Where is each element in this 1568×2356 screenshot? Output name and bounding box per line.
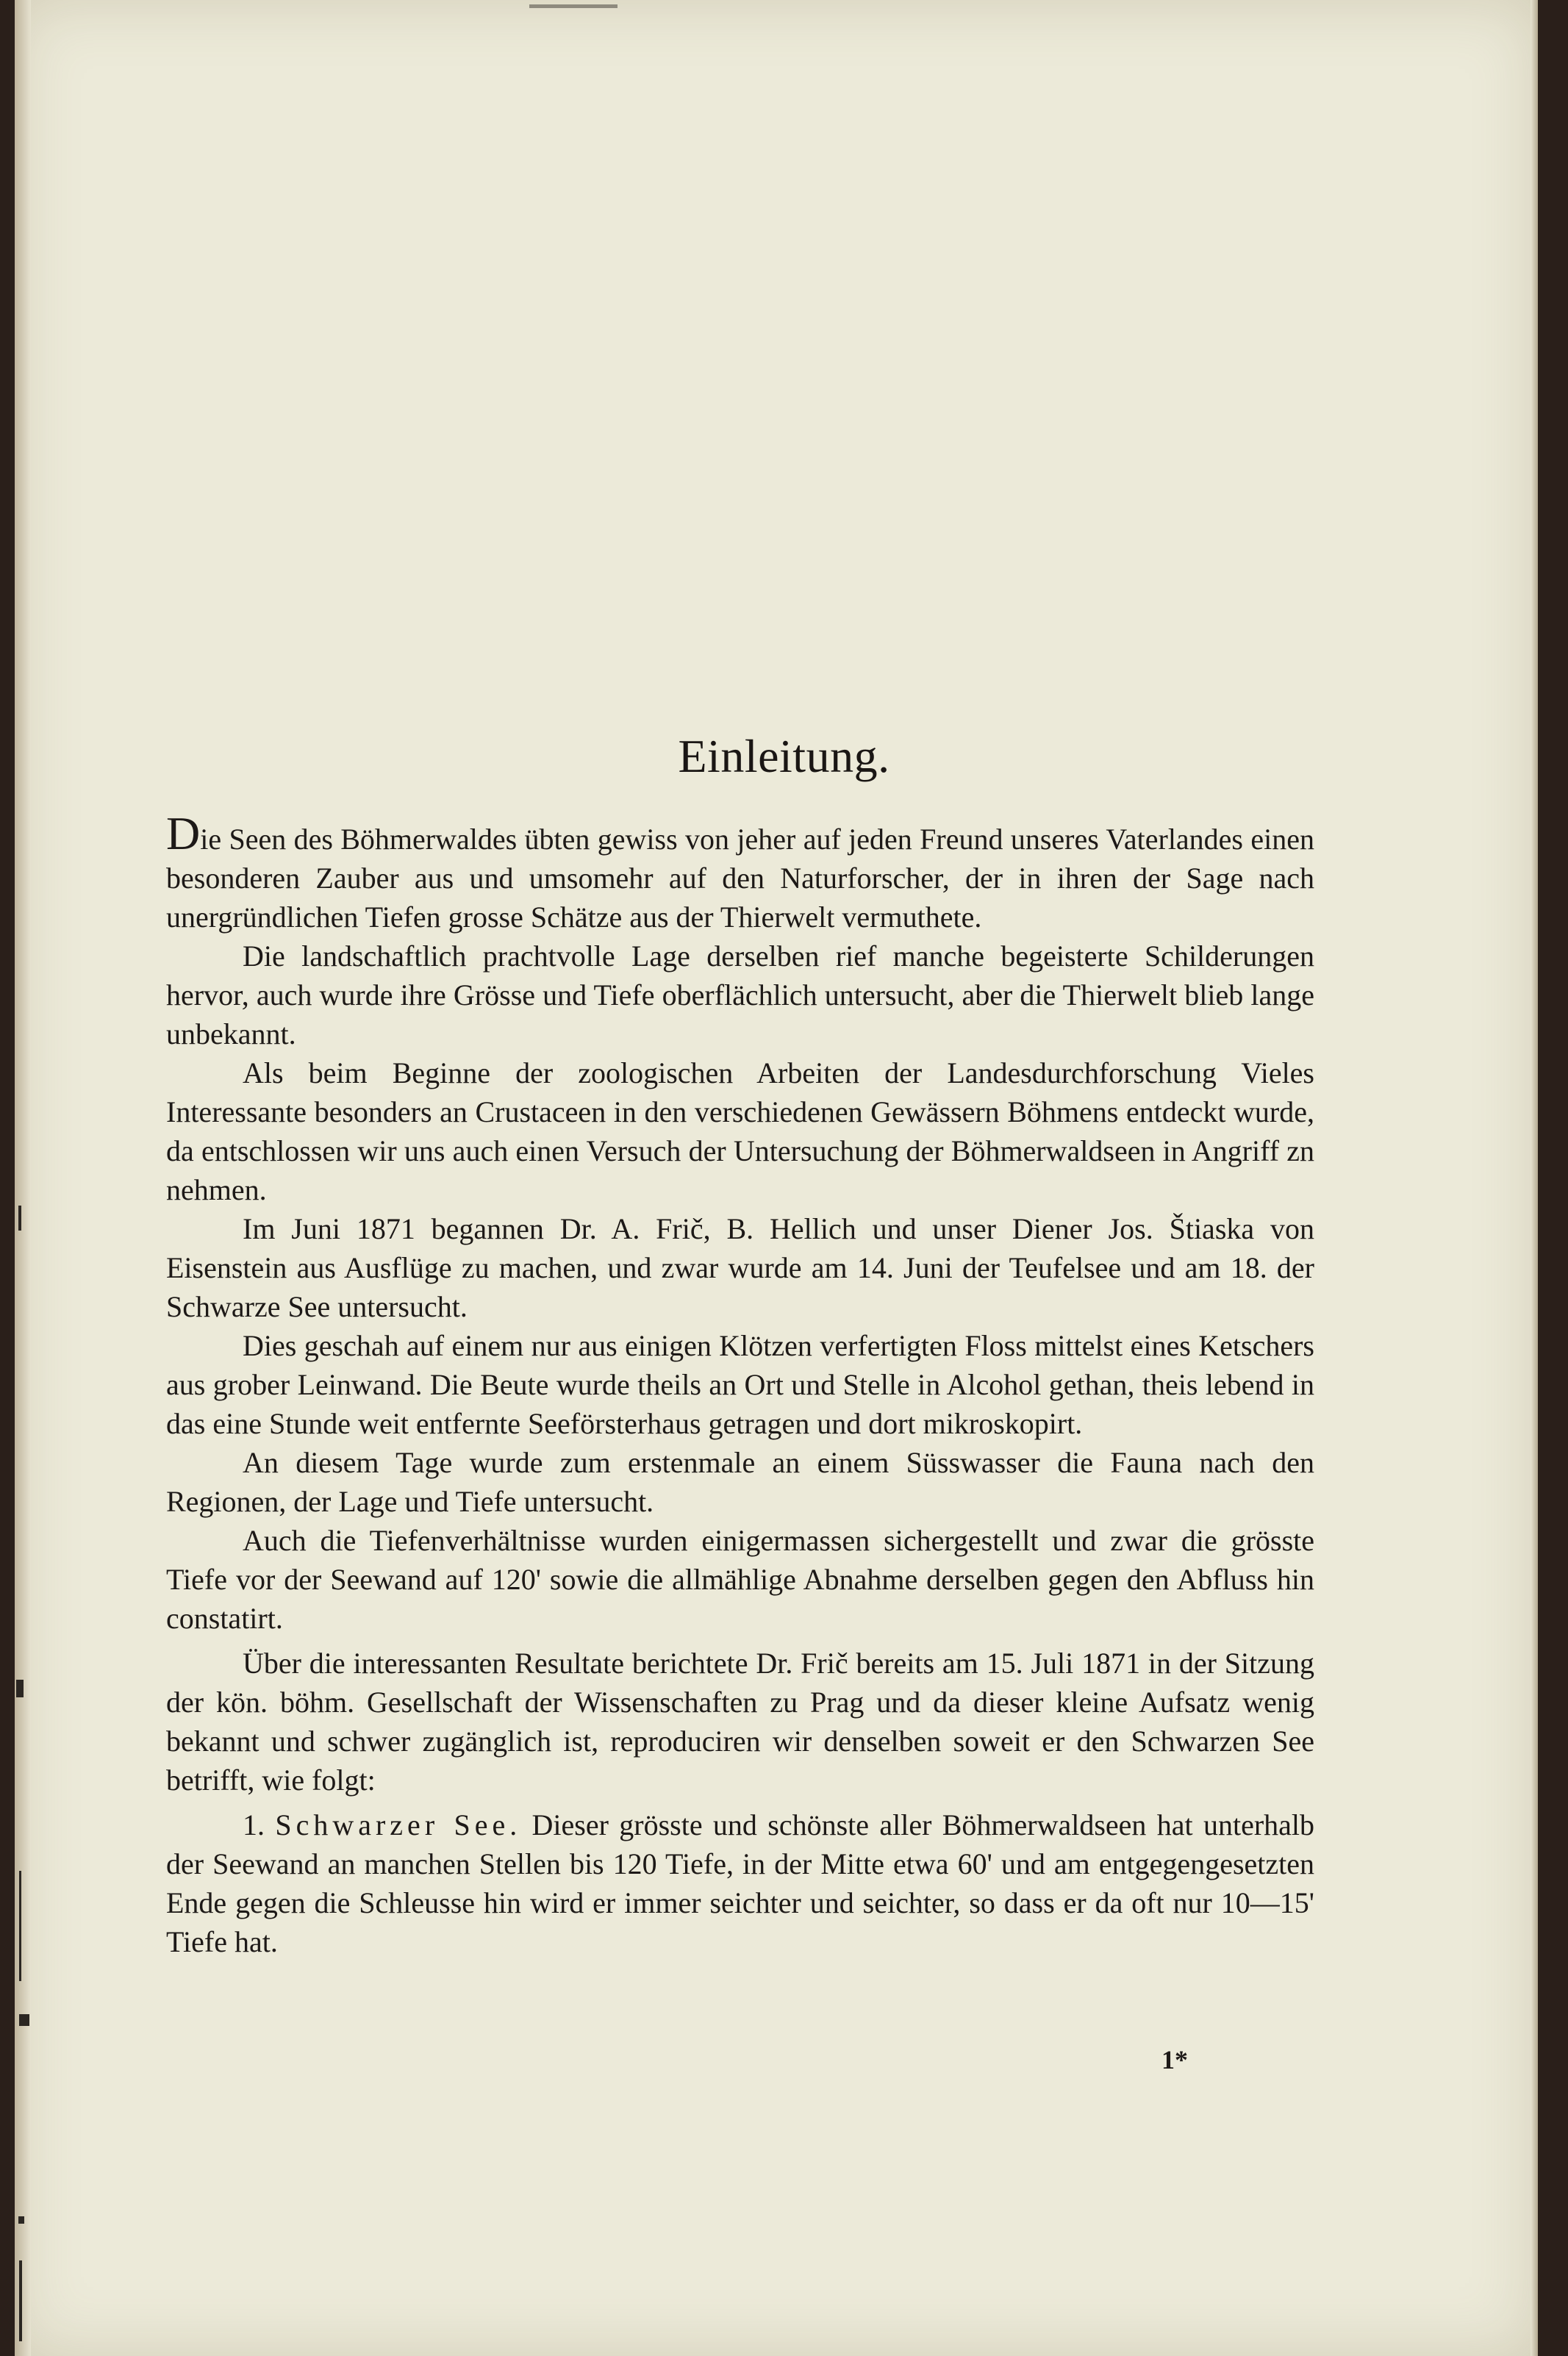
paragraph-6: An diesem Tage wurde zum erstenmale an einem Süsswasser die Fauna nach den Regionen, der Lage und Tiefe untersucht. [166, 1446, 1314, 1518]
paragraph-1 [166, 807, 1314, 937]
paragraph-5: Dies geschah auf einem nur aus einigen Klötzen verfertigten Floss mittelst eines Ketschers aus grober Leinwand. Die Beute wurde theils an Ort und Stelle in Alcohol gethan, theis lebend in das eine Stunde weit entfernte Seeförsterhaus getragen und dort mikroskopirt. [166, 1329, 1314, 1440]
margin-mark [19, 1871, 21, 1981]
left-margin-marks [6, 0, 35, 2356]
paragraph-4: Im Juni 1871 begannen Dr. A. Frič, B. Hellich und unser Diener Jos. Štiaska von Eisenstein aus Ausflüge zu machen, und zwar wurde am 14. Juni der Teufelsee und am 18. der Schwarze See untersucht. [166, 1212, 1314, 1323]
paragraph-3: Als beim Beginne der zoologischen Arbeiten der Landesdurchforschung Vieles Interessante besonders an Crustaceen in den verschiedenen Gewässern Böhmens entdeckt wurde, da entschlossen wir uns auch einen Versuch der Untersuchung der Böhmerwaldseen in Angriff zn nehmen. [166, 1056, 1314, 1206]
margin-mark [19, 2260, 22, 2341]
document-body [166, 807, 1315, 1961]
paragraph-9 [166, 1805, 1314, 1961]
paragraph-7: Auch die Tiefenverhältnisse wurden einigermassen sichergestellt und zwar die grösste Tiefe vor der Seewand auf 120' sowie die allmählige Abnahme derselben gegen den Abfluss hin constatirt. [166, 1524, 1314, 1635]
drop-cap: D [166, 807, 201, 859]
section-title-schwarzer-see: Schwarzer See. [275, 1808, 522, 1841]
margin-mark [18, 2216, 24, 2224]
margin-mark [19, 2014, 29, 2026]
paragraph-1-text: ie Seen des Böhmerwaldes übten gewiss von jeher auf jeden Freund unseres Vaterlandes einen besonderen Zauber aus und umsomehr auf den Naturforscher, der in ihren der Sage nach unergründlichen Tiefen grosse Schätze aus der Thierwelt vermuthete. [166, 823, 1314, 934]
paragraph-9-prefix: 1. [243, 1808, 276, 1841]
page-right-edge [1531, 0, 1538, 2356]
margin-mark [16, 1680, 24, 1697]
signature-mark: 1* [1161, 2045, 1188, 2074]
top-scan-mark [529, 4, 617, 8]
paragraph-8: Über die interessanten Resultate berichtete Dr. Frič bereits am 15. Juli 1871 in der Sitzung der kön. böhm. Gesellschaft der Wissenschaften zu Prag und da dieser kleine Aufsatz wenig bekannt und schwer zugänglich ist, reproduciren wir denselben soweit er den Schwarzen See betrifft, wie folgt: [166, 1647, 1314, 1797]
paragraph-2: Die landschaftlich prachtvolle Lage derselben rief manche begeisterte Schilderungen hervor, auch wurde ihre Grösse und Tiefe oberflächlich untersucht, aber die Thierwelt blieb lange unbekannt. [166, 939, 1314, 1050]
margin-mark [18, 1206, 21, 1231]
paragraph-9-text: Dieser grösste und schönste aller Böhmerwaldseen hat unterhalb der Seewand an manchen Stellen bis 120 Tiefe, in der Mitte etwa 60' und am entgegengesetzten Ende gegen die Schleusse hin wird er immer seichter und seichter, so dass er da oft nur 10—15' Tiefe hat. [166, 1808, 1315, 1958]
page-heading: Einleitung. [678, 730, 890, 782]
